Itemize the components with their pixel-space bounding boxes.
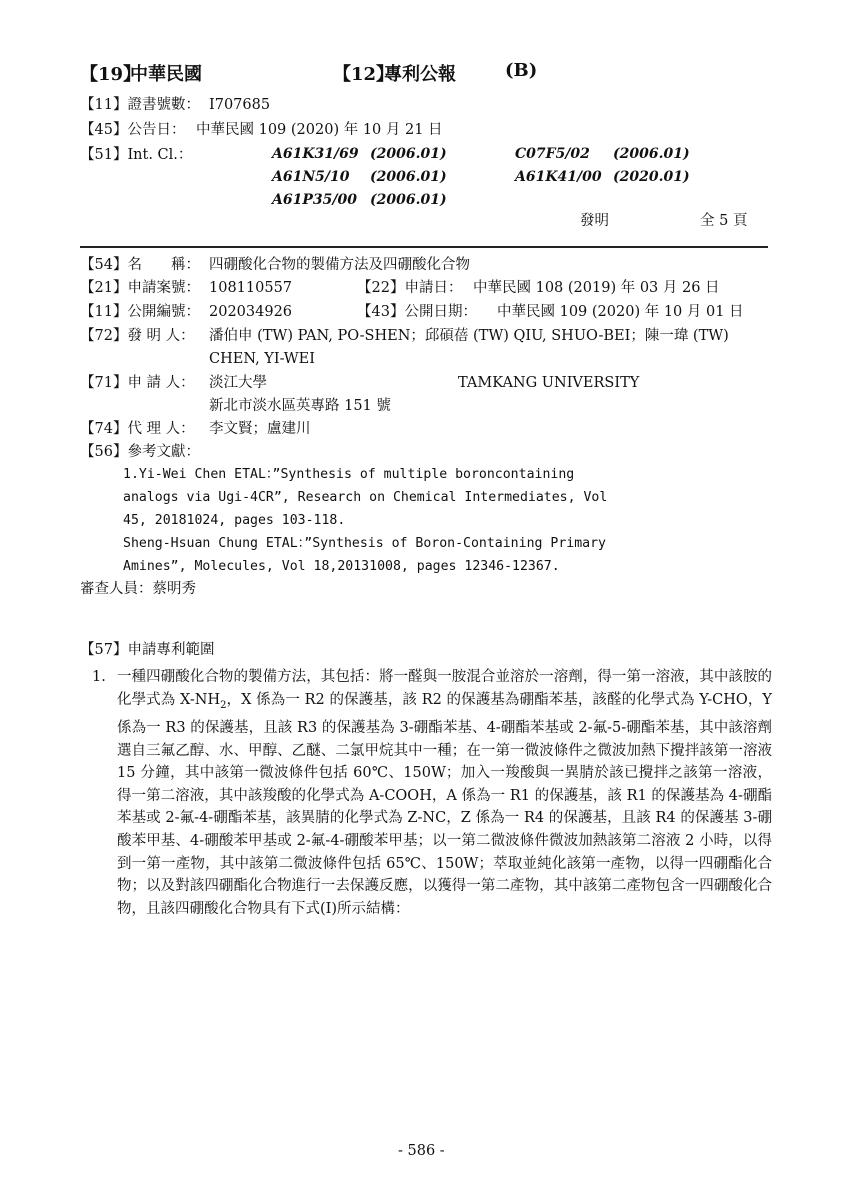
- ipc-code: C07F5/02: [515, 146, 590, 162]
- reference-line: Sheng-Hsuan Chung ETAL：”Synthesis of Boron-Containing Primary: [123, 536, 606, 551]
- claims-heading: 【57】申請專利範圍: [80, 642, 215, 658]
- reference-line: Amines”, Molecules, Vol 18,20131008, pages 12346-12367.: [123, 559, 560, 574]
- references-label: 【56】參考文獻：: [80, 444, 200, 460]
- claim-text: [117, 666, 772, 920]
- applicant-address: 新北市淡水區英專路 151 號: [209, 398, 391, 414]
- subscript: 2: [220, 699, 227, 711]
- section-divider: [80, 246, 768, 248]
- ipc-version: (2006.01): [370, 169, 447, 185]
- ipc-version: (2006.01): [613, 146, 690, 162]
- references-list: [123, 463, 607, 578]
- ipc-code: A61K41/00: [515, 169, 602, 185]
- app-no-label: 【21】申請案號：: [80, 280, 200, 296]
- claim-text-part: 一種四硼酸化合物的製備方法，其包括：將一醛與一胺混合並溶於一溶劑，得一第一溶液，其中該胺的化學式為 X-NH: [117, 669, 772, 708]
- inventor-label: 【72】發 明 人：: [80, 328, 195, 344]
- agent-names: 李文賢；盧建川: [209, 421, 311, 437]
- claim-text-part: ，X 係為一 R2 的保護基，該 R2 的保護基為硼酯苯基，該醛的化學式為 Y-CHO，Y 係為一 R3 的保護基，且該 R3 的保護基為 3-硼酯苯基、4-硼酯苯基或 2-氟-5-硼酯苯基，其中該溶劑選自三氟乙醇、水、甲醇、乙醚、二氯甲烷其中一種；在一第一微波條件之微波加熱下攪拌該第一溶液 15 分鐘，其中該第一微波條件包括 60℃、150W；加入一羧酸與一異腈於該已攪拌之該第一溶液，得一第二溶液，其中該羧酸的化學式為 A-COOH，A 係為一 R1 的保護基，該 R1 的保護基為 4-硼酯苯基或 2-氟-4-硼酯苯基，該異腈的化學式為 Z-NC，Z 係為一 R4 的保護基，且該 R4 的保護基 3-硼酸苯甲基、4-硼酸苯甲基或 2-氟-4-硼酸苯甲基；以一第二微波條件微波加熱該第二溶液 2 小時，以得到一第一產物，其中該第二微波條件包括 65℃、150W；萃取並純化該第一產物，以得一四硼酯化合物；以及對該四硼酯化合物進行一去保護反應，以獲得一第二產物，其中該第二產物包含一四硼酸化合物，且該四硼酸化合物具有下式(I)所示結構：: [117, 691, 772, 917]
- page-number: - 586 -: [398, 1143, 445, 1159]
- open-date: 中華民國 109 (2020) 年 10 月 01 日: [497, 304, 744, 320]
- applicant-name-en: TAMKANG UNIVERSITY: [458, 375, 640, 391]
- country-name: 中華民國: [130, 64, 202, 85]
- pub-number: 202034926: [209, 304, 293, 320]
- app-number: 108110557: [209, 280, 293, 296]
- ipc-version: (2006.01): [370, 146, 447, 162]
- title-label: 【54】名 稱：: [80, 257, 200, 273]
- patent-title: 四硼酸化合物的製備方法及四硼酸化合物: [209, 257, 470, 273]
- pub-date: 中華民國 109 (2020) 年 10 月 21 日: [196, 122, 443, 138]
- reference-line: 1.Yi-Wei Chen ETAL：”Synthesis of multiple boroncontaining: [123, 467, 575, 482]
- examiner: 審查人員：蔡明秀: [80, 581, 196, 597]
- applicant-label: 【71】申 請 人：: [80, 375, 195, 391]
- doc-type: 專利公報: [384, 64, 456, 85]
- open-date-label: 【43】公開日期：: [357, 304, 477, 320]
- inventors-line: CHEN, YI-WEI: [209, 351, 315, 367]
- agent-label: 【74】代 理 人：: [80, 421, 195, 437]
- page-count: 全 5 頁: [700, 213, 748, 229]
- inventors-line: 潘伯申 (TW) PAN, PO-SHEN；邱碩蓓 (TW) QIU, SHUO-BEI；陳一瑋 (TW): [209, 328, 729, 344]
- app-date: 中華民國 108 (2019) 年 03 月 26 日: [473, 280, 720, 296]
- ipc-code: A61N5/10: [272, 169, 350, 185]
- ipc-version: (2006.01): [370, 192, 447, 208]
- doc-code: 【12】: [333, 64, 395, 85]
- cert-number: I707685: [209, 97, 271, 113]
- pub-no-label: 【11】公開編號：: [80, 304, 200, 320]
- applicant-name: 淡江大學: [209, 375, 267, 391]
- ipc-code: A61P35/00: [272, 192, 357, 208]
- reference-line: analogs via Ugi-4CR”, Research on Chemical Intermediates, Vol: [123, 490, 608, 505]
- claim-number: 1.: [92, 669, 106, 685]
- patent-category: 發明: [580, 213, 609, 229]
- pub-label: 【45】公告日：: [80, 122, 186, 138]
- ipc-label: 【51】Int. Cl.：: [80, 147, 193, 163]
- ipc-version: (2020.01): [613, 169, 690, 185]
- country-code: 【19】: [80, 64, 142, 85]
- kind-code: (B): [505, 60, 538, 81]
- cert-label: 【11】證書號數：: [80, 97, 200, 113]
- app-date-label: 【22】申請日：: [357, 280, 463, 296]
- reference-line: 45, 20181024, pages 103-118.: [123, 513, 346, 528]
- ipc-code: A61K31/69: [272, 146, 359, 162]
